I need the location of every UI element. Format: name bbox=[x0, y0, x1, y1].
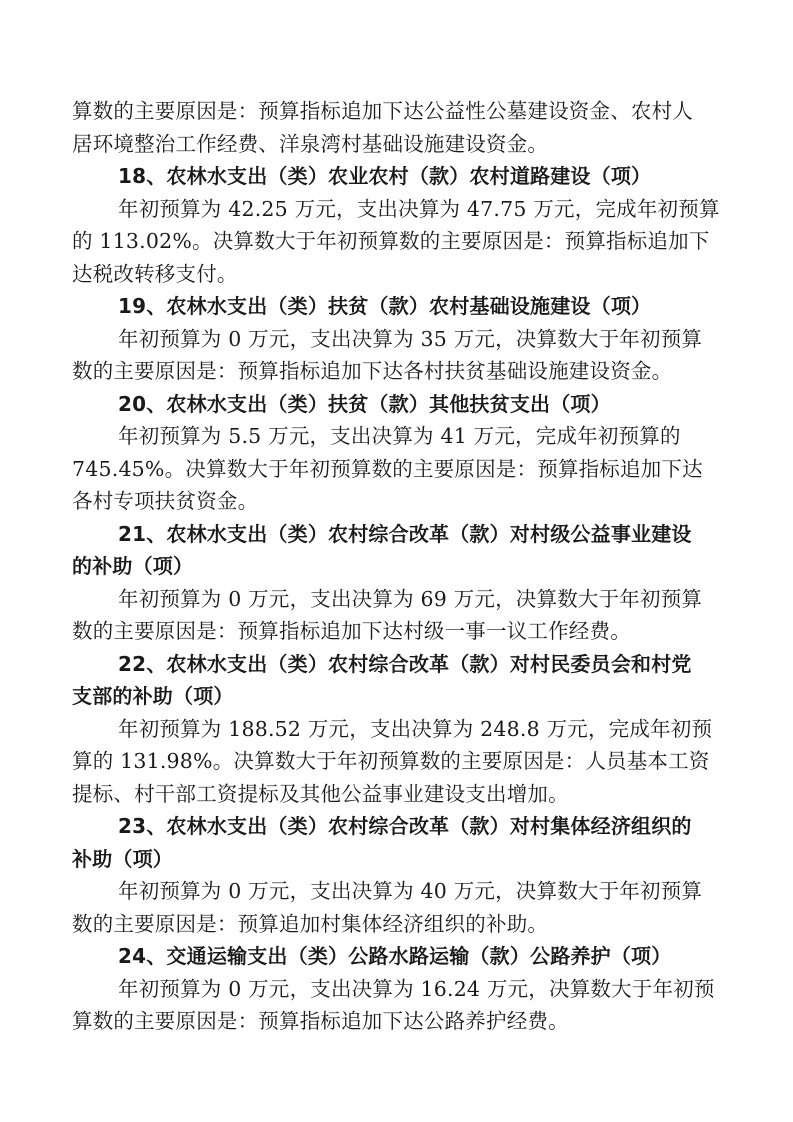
paragraph-line: 达税改转移支付。 bbox=[72, 261, 238, 286]
paragraph-line: 算数的主要原因是：预算指标追加下达公路养护经费。 bbox=[72, 1009, 569, 1033]
paragraph-line: 年初预算为 42.25 万元，支出决算为 47.75 万元，完成年初预算 bbox=[118, 196, 720, 221]
section-heading-line: 支部的补助（项） bbox=[72, 684, 234, 708]
paragraph-line: 算的 131.98%。决算数大于年初预算数的主要原因是：人员基本工资 bbox=[72, 749, 710, 773]
paragraph-line: 年初预算为 5.5 万元，支出决算为 41 万元，完成年初预算的 bbox=[118, 424, 681, 448]
section-heading-line: 的补助（项） bbox=[72, 554, 194, 578]
paragraph-line: 提标、村干部工资提标及其他公益事业建设支出增加。 bbox=[72, 781, 569, 806]
paragraph-line: 数的主要原因是：预算追加村集体经济组织的补助。 bbox=[72, 911, 549, 936]
paragraph-line: 居环境整治工作经费、洋泉湾村基础设施建设资金。 bbox=[72, 131, 549, 156]
section-heading-line: 补助（项） bbox=[72, 846, 173, 871]
paragraph-line: 年初预算为 0 万元，支出决算为 40 万元，决算数大于年初预算 bbox=[118, 879, 703, 903]
paragraph-line: 的 113.02%。决算数大于年初预算数的主要原因是：预算指标追加下 bbox=[72, 229, 710, 253]
section-heading-line: 18、农林水支出（类）农业农村（款）农村道路建设（项） bbox=[118, 164, 652, 188]
section-heading-line: 23、农林水支出（类）农村综合改革（款）对村集体经济组织的 bbox=[118, 814, 692, 838]
paragraph-line: 745.45%。决算数大于年初预算数的主要原因是：预算指标追加下达 bbox=[72, 456, 703, 481]
paragraph-line: 年初预算为 0 万元，支出决算为 35 万元，决算数大于年初预算 bbox=[118, 326, 703, 351]
paragraph-line: 各村专项扶贫资金。 bbox=[72, 489, 259, 513]
paragraph-line: 年初预算为 0 万元，支出决算为 16.24 万元，决算数大于年初预 bbox=[118, 976, 715, 1001]
section-heading-line: 21、农林水支出（类）农村综合改革（款）对村级公益事业建设 bbox=[118, 521, 692, 546]
section-heading-line: 24、交通运输支出（类）公路水路运输（款）公路养护（项） bbox=[118, 944, 672, 968]
paragraph-line: 算数的主要原因是：预算指标追加下达公益性公墓建设资金、农村人 bbox=[72, 99, 693, 123]
section-heading-line: 20、农林水支出（类）扶贫（款）其他扶贫支出（项） bbox=[118, 391, 611, 416]
document-body bbox=[72, 95, 724, 1038]
paragraph-line: 年初预算为 0 万元，支出决算为 69 万元，决算数大于年初预算 bbox=[118, 586, 703, 611]
paragraph-line: 数的主要原因是：预算指标追加下达村级一事一议工作经费。 bbox=[72, 619, 631, 643]
paragraph-line: 年初预算为 188.52 万元，支出决算为 248.8 万元，完成年初预 bbox=[118, 716, 713, 741]
section-heading-line: 22、农林水支出（类）农村综合改革（款）对村民委员会和村党 bbox=[118, 651, 692, 676]
paragraph-line: 数的主要原因是：预算指标追加下达各村扶贫基础设施建设资金。 bbox=[72, 359, 673, 383]
section-heading-line: 19、农林水支出（类）扶贫（款）农村基础设施建设（项） bbox=[118, 294, 652, 318]
